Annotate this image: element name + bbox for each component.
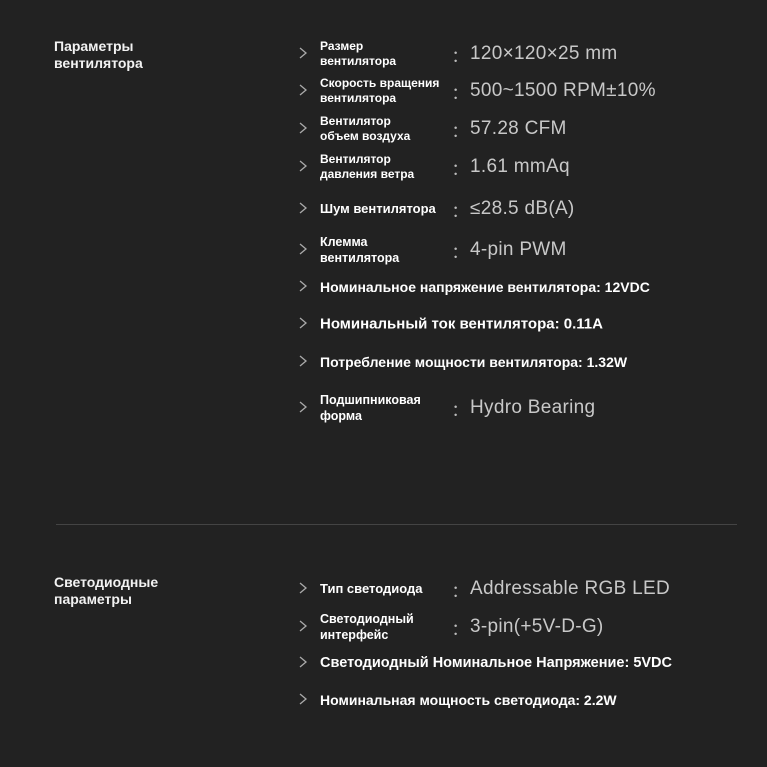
chevron-right-icon — [296, 201, 310, 215]
spec-label: Вентилятор давления ветра — [320, 152, 415, 181]
separator: ： — [451, 618, 471, 641]
spec-label: Вентилятор объем воздуха — [320, 114, 411, 143]
chevron-right-icon — [296, 655, 310, 669]
led-section-title: Светодиодные параметры — [54, 574, 159, 607]
spec-value: 120×120×25 mm — [470, 43, 618, 64]
spec-value: Hydro Bearing — [470, 397, 596, 418]
spec-text: Номинальный ток вентилятора: 0.11A — [320, 315, 603, 333]
spec-text: Номинальная мощность светодиода: 2.2W — [320, 692, 617, 708]
spec-label: Подшипниковая форма — [320, 393, 421, 423]
separator: ： — [451, 399, 471, 422]
spec-label: Тип светодиода — [320, 581, 423, 596]
section-divider — [56, 524, 737, 525]
chevron-right-icon — [296, 279, 310, 293]
spec-label: Размер вентилятора — [320, 39, 397, 68]
spec-value: 57.28 CFM — [470, 118, 567, 139]
spec-value: 4-pin PWM — [470, 239, 567, 260]
chevron-right-icon — [296, 242, 310, 256]
spec-value: 500~1500 RPM±10% — [470, 80, 656, 101]
chevron-right-icon — [296, 121, 310, 135]
fan-section-title: Параметры вентилятора — [54, 38, 143, 71]
chevron-right-icon — [296, 316, 310, 330]
chevron-right-icon — [296, 354, 310, 368]
chevron-right-icon — [296, 581, 310, 595]
separator: ： — [451, 158, 471, 181]
chevron-right-icon — [296, 46, 310, 60]
separator: ： — [451, 580, 471, 603]
chevron-right-icon — [296, 159, 310, 173]
spec-value: 1.61 mmAq — [470, 156, 570, 177]
separator: ： — [451, 200, 471, 223]
separator: ： — [451, 241, 471, 264]
chevron-right-icon — [296, 400, 310, 414]
spec-label: Светодиодный интерфейс — [320, 612, 414, 642]
spec-text: Номинальное напряжение вентилятора: 12VDC — [320, 279, 650, 295]
chevron-right-icon — [296, 83, 310, 97]
spec-text: Потребление мощности вентилятора: 1.32W — [320, 354, 628, 370]
spec-value: ≤28.5 dB(A) — [470, 198, 575, 219]
spec-value: Addressable RGB LED — [470, 578, 671, 599]
separator: ： — [451, 82, 471, 105]
spec-label: Шум вентилятора — [320, 201, 436, 216]
separator: ： — [451, 120, 471, 143]
chevron-right-icon — [296, 692, 310, 706]
spec-text: Светодиодный Номинальное Напряжение: 5VDC — [320, 655, 672, 671]
separator: ： — [451, 45, 471, 68]
spec-label: Скорость вращения вентилятора — [320, 76, 440, 105]
spec-value: 3-pin(+5V-D-G) — [470, 616, 604, 637]
spec-label: Клемма вентилятора — [320, 235, 400, 265]
chevron-right-icon — [296, 619, 310, 633]
